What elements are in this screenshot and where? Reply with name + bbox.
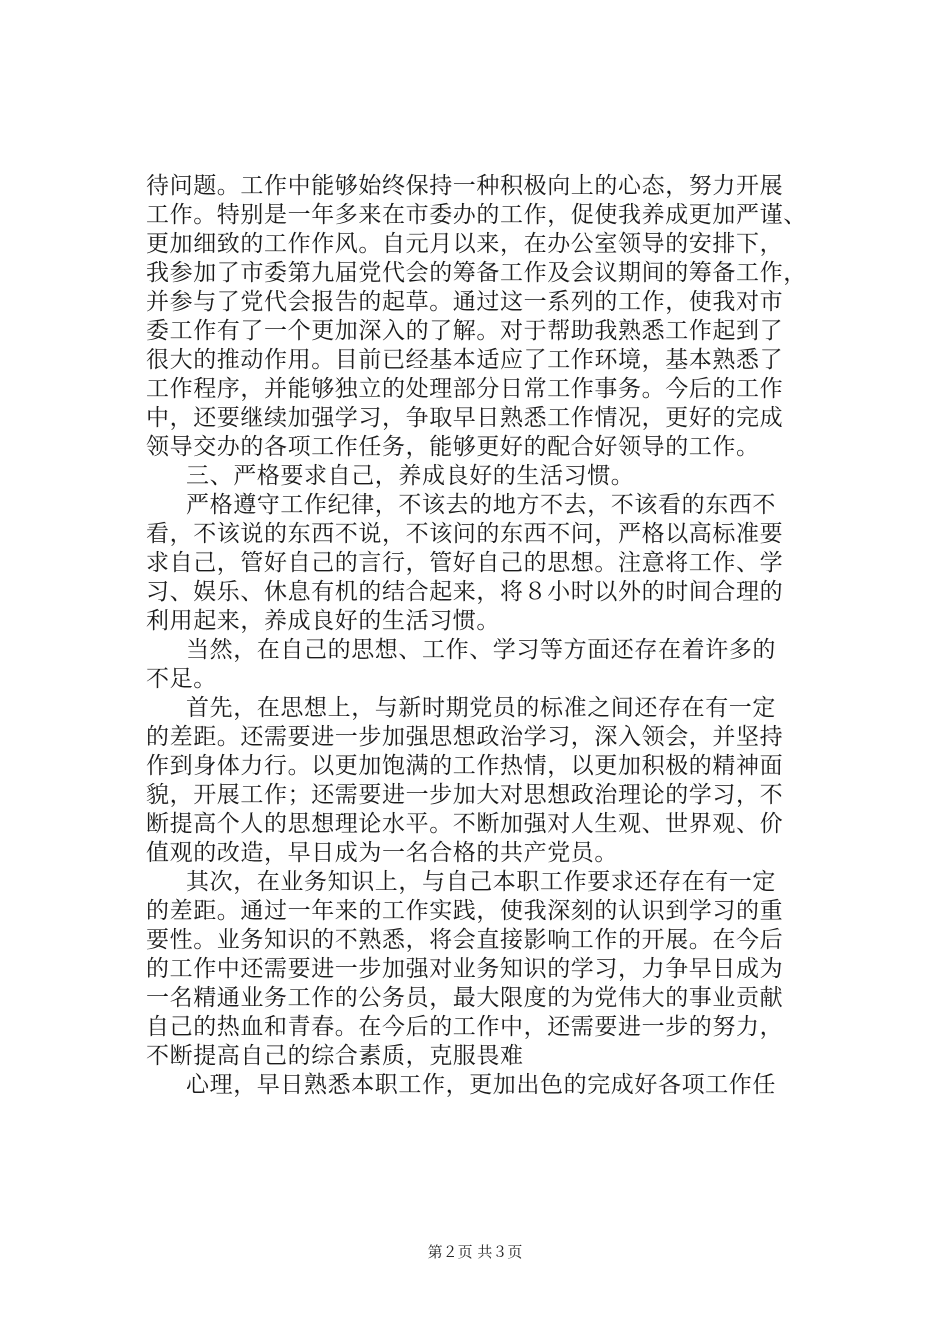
- text-line: 的差距。通过一年来的工作实践，使我深刻的认识到学习的重: [146, 898, 784, 924]
- paragraph-first-line: 心理，早日熟悉本职工作，更加出色的完成好各项工作任: [186, 1072, 776, 1098]
- text-line: 工作。特别是一年多来在市委办的工作，促使我养成更加严谨、: [146, 202, 807, 228]
- text-line: 要性。业务知识的不熟悉，将会直接影响工作的开展。在今后: [146, 927, 784, 953]
- text-line: 工作程序，并能够独立的处理部分日常工作事务。今后的工作: [146, 376, 784, 402]
- text-line: 很大的推动作用。目前已经基本适应了工作环境，基本熟悉了: [146, 347, 784, 373]
- text-line: 利用起来，养成良好的生活习惯。: [146, 608, 500, 634]
- text-line: 委工作有了一个更加深入的了解。对于帮助我熟悉工作起到了: [146, 318, 784, 344]
- page-number: 第２页: [427, 1243, 473, 1261]
- text-line: 不断提高自己的综合素质，克服畏难: [146, 1043, 524, 1069]
- text-line: 一名精通业务工作的公务员，最大限度的为党伟大的事业贡献: [146, 985, 784, 1011]
- paragraph-first-line: 其次，在业务知识上，与自己本职工作要求还存在有一定: [186, 869, 776, 895]
- text-line: 求自己，管好自己的言行，管好自己的思想。注意将工作、学: [146, 550, 784, 576]
- section-heading: 三、严格要求自己，养成良好的生活习惯。: [186, 463, 635, 489]
- text-line: 更加细致的工作作风。自元月以来，在办公室领导的安排下，: [146, 231, 784, 257]
- paragraph-first-line: 当然，在自己的思想、工作、学习等方面还存在着许多的: [186, 637, 776, 663]
- paragraph-first-line: 严格遵守工作纪律，不该去的地方不去，不该看的东西不: [186, 492, 776, 518]
- text-line: 貌，开展工作；还需要进一步加大对思想政治理论的学习，不: [146, 782, 784, 808]
- page-total: 共３页: [477, 1243, 523, 1261]
- text-line: 习、娱乐、休息有机的结合起来，将８小时以外的时间合理的: [146, 579, 784, 605]
- text-line: 不足。: [146, 666, 217, 692]
- text-line: 的工作中还需要进一步加强对业务知识的学习，力争早日成为: [146, 956, 784, 982]
- text-line: 我参加了市委第九届党代会的筹备工作及会议期间的筹备工作，: [146, 260, 807, 286]
- document-body: [146, 172, 836, 1100]
- text-line: 领导交办的各项工作任务，能够更好的配合好领导的工作。: [146, 434, 760, 460]
- text-line: 的差距。还需要进一步加强思想政治学习，深入领会，并坚持: [146, 724, 784, 750]
- text-line: 自己的热血和青春。在今后的工作中，还需要进一步的努力，: [146, 1014, 784, 1040]
- text-line: 值观的改造，早日成为一名合格的共产党员。: [146, 840, 618, 866]
- text-line: 中，还要继续加强学习，争取早日熟悉工作情况，更好的完成: [146, 405, 784, 431]
- text-line: 断提高个人的思想理论水平。不断加强对人生观、世界观、价: [146, 811, 784, 837]
- text-line: 看，不该说的东西不说，不该问的东西不问，严格以高标准要: [146, 521, 784, 547]
- page-footer: [0, 1242, 950, 1262]
- text-line: 作到身体力行。以更加饱满的工作热情，以更加积极的精神面: [146, 753, 784, 779]
- text-line: 待问题。工作中能够始终保持一种积极向上的心态，努力开展: [146, 173, 784, 199]
- paragraph-first-line: 首先，在思想上，与新时期党员的标准之间还存在有一定: [186, 695, 776, 721]
- text-line: 并参与了党代会报告的起草。通过这一系列的工作，使我对市: [146, 289, 784, 315]
